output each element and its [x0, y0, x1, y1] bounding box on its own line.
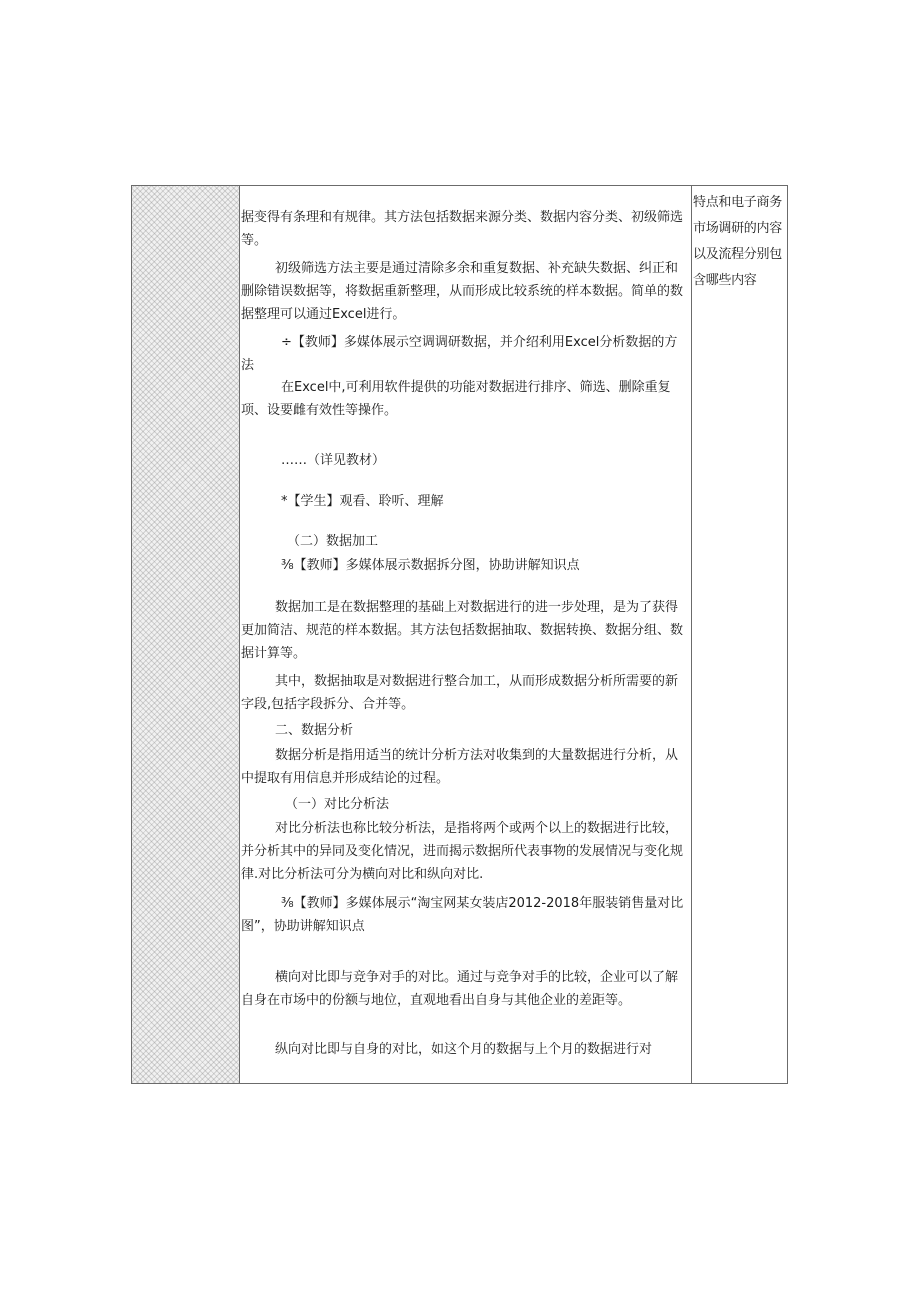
teaching-content-cell [240, 186, 692, 1083]
paragraph-excel-operations: 在Excel中,可利用软件提供的功能对数据进行排序、筛选、删除重复项、设要雌有效性等操作。 [241, 380, 671, 418]
paragraph-data-classification: 据变得有条理和有规律。其方法包括数据来源分类、数据内容分类、初级筛选等。 [241, 210, 684, 248]
paragraph-comparative-analysis: 对比分析法也称比较分析法，是指将两个或两个以上的数据进行比较，并分析其中的异同及变化情况，进而揭示数据所代表事物的发展情况与变化规律.对比分析法可分为横向对比和纵向对比. [241, 821, 684, 882]
see-textbook-note: ……（详见教材） [281, 453, 386, 468]
student-activity: *【学生】观看、聆听、理解 [281, 494, 444, 509]
paragraph-horizontal-comparison: 横向对比即与竞争对手的对比。通过与竞争对手的比较，企业可以了解自身在市场中的份额与地位，直观地看出自身与其他企业的差距等。 [241, 970, 679, 1008]
paragraph-data-analysis: 数据分析是指用适当的统计分析方法对收集到的大量数据进行分析，从中提取有用信息并形成结论的过程。 [241, 748, 679, 786]
shaded-label-column [132, 186, 240, 1083]
paragraph-vertical-comparison: 纵向对比即与自身的对比，如这个月的数据与上个月的数据进行对 [275, 1042, 653, 1057]
paragraph-data-processing: 数据加工是在数据整理的基础上对数据进行的进一步处理，是为了获得更加简洁、规范的样本数据。其方法包括数据抽取、数据转换、数据分组、数据计算等。 [241, 600, 684, 661]
notes-text: 特点和电子商务市场调研的内容以及流程分别包含哪些内容 [693, 195, 782, 288]
lesson-plan-table [131, 185, 788, 1084]
teacher-activity-sales-chart: ⅜【教师】多媒体展示“淘宝网某女装店2012-2018年服装销售量对比图”，协助讲解知识点 [241, 896, 684, 934]
notes-cell [692, 186, 787, 1083]
teacher-activity-excel: ÷【教师】多媒体展示空调调研数据，并介绍利用Excel分析数据的方法 [241, 335, 678, 373]
section-heading-data-processing: （二）数据加工 [287, 534, 379, 549]
teacher-activity-split-diagram: ⅜【教师】多媒体展示数据拆分图，协助讲解知识点 [281, 558, 580, 573]
section-heading-comparative-analysis: （一）对比分析法 [285, 797, 390, 812]
paragraph-initial-screening: 初级筛选方法主要是通过清除多余和重复数据、补充缺失数据、纠正和删除错误数据等，将数据重新整理，从而形成比较系统的样本数据。简单的数据整理可以通过Excel进行。 [241, 261, 684, 322]
paragraph-data-extraction: 其中，数据抽取是对数据进行整合加工，从而形成数据分析所需要的新字段,包括字段拆分、合并等。 [241, 674, 679, 712]
section-heading-data-analysis: 二、数据分析 [275, 723, 354, 738]
